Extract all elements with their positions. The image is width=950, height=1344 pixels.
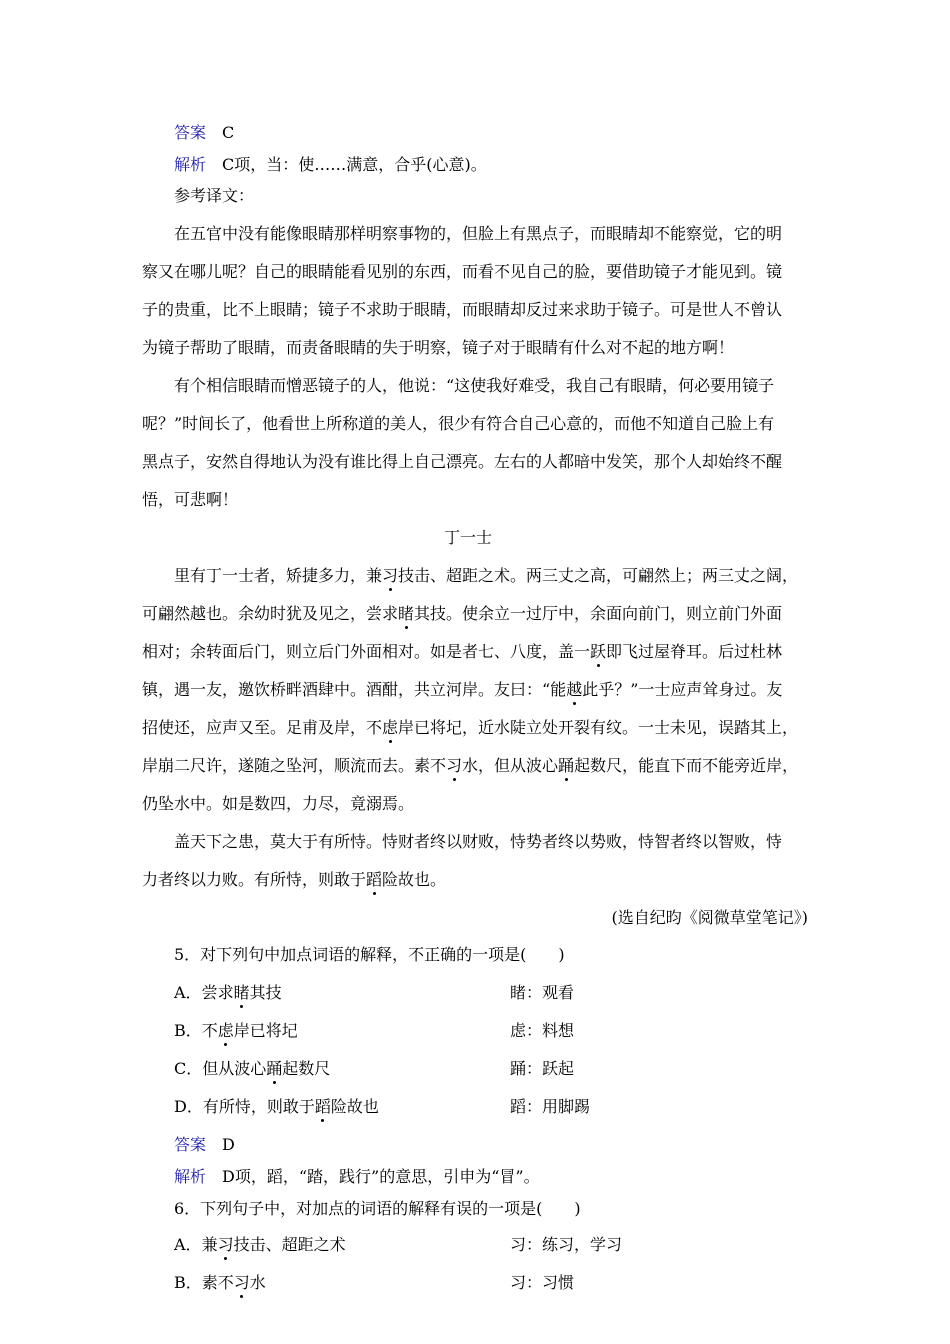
- q5-option-a-gloss: 睹：观看: [510, 983, 575, 1002]
- emphasized-word: 蹈: [314, 1097, 331, 1116]
- q4-answer: [174, 123, 234, 143]
- q5-option-d-gloss: 蹈：用脚踢: [510, 1097, 591, 1116]
- emphasized-word: 虑: [382, 718, 399, 737]
- emphasized-word: 踊: [266, 1059, 283, 1078]
- emphasized-word: 跃: [590, 642, 607, 661]
- q5-answer: [174, 1135, 235, 1155]
- emphasized-word: 习: [233, 1273, 250, 1292]
- q5-option-d: D．有所恃，则敢于蹈险故也: [174, 1097, 379, 1116]
- q5-option-b: B．不虑岸已将圮: [174, 1021, 298, 1040]
- passage-line: 可翩然越也。余幼时犹及见之，尝求睹其技。使余立一过厅中，余面向前门，则立前门外面: [142, 604, 783, 623]
- emphasized-word: 踊: [558, 756, 575, 775]
- q5-option-a: A．尝求睹其技: [174, 983, 282, 1002]
- passage-line: 盖天下之患，莫大于有所恃。恃财者终以财败，恃势者终以势败，恃智者终以智败，恃: [174, 832, 783, 851]
- answer-label: 答案: [174, 123, 207, 142]
- q6-option-a: A．兼习技击、超距之术: [174, 1235, 346, 1254]
- passage-title: 丁一士: [444, 528, 493, 547]
- analysis-label: 解析: [174, 155, 207, 174]
- emphasized-word: 蹈: [366, 870, 383, 889]
- passage-line: 岸崩二尺许，遂随之坠河，顺流而去。素不习水，但从波心踊起数尺，能直下而不能旁近岸，: [142, 756, 799, 775]
- q6-option-b-gloss: 习：习惯: [510, 1273, 575, 1292]
- answer-value: C: [222, 123, 235, 142]
- emphasized-word: 睹: [398, 604, 415, 623]
- passage-line: 力者终以力败。有所恃，则敢于蹈险故也。: [142, 870, 447, 889]
- passage-line: 仍坠水中。如是数四，力尽，竟溺焉。: [142, 794, 415, 813]
- emphasized-word: 越: [566, 680, 583, 699]
- passage-line: 招使还，应声又至。足甫及岸，不虑岸已将圮，近水陡立处开裂有纹。一士未见，误踏其上，: [142, 718, 799, 737]
- q5-stem: 5．对下列句中加点词语的解释，不正确的一项是( ): [174, 945, 565, 964]
- emphasized-word: 习: [217, 1235, 234, 1254]
- translation-line: 悟，可悲啊！: [142, 490, 239, 509]
- passage-line: 里有丁一士者，矫捷多力，兼习技击、超距之术。两三丈之高，可翩然上；两三丈之阔，: [174, 566, 799, 585]
- analysis-text: D项，蹈，“踏，践行”的意思，引申为“冒”。: [222, 1167, 540, 1186]
- translation-line: 有个相信眼睛而憎恶镜子的人，他说：“这使我好难受，我自己有眼睛，何必要用镜子: [174, 376, 775, 395]
- q5-analysis: [174, 1167, 540, 1187]
- emphasized-word: 睹: [233, 983, 250, 1002]
- q5-option-b-gloss: 虑：料想: [510, 1021, 575, 1040]
- translation-line: 黑点子，安然自得地认为没有谁比得上自己漂亮。左右的人都暗中发笑，那个人却始终不醒: [142, 452, 783, 471]
- translation-line: 为镜子帮助了眼睛，而责备眼睛的失于明察，镜子对于眼睛有什么对不起的地方啊！: [142, 338, 735, 357]
- passage-line: 相对；余转面后门，则立后门外面相对。如是者七、八度，盖一跃即飞过屋脊耳。后过杜林: [142, 642, 783, 661]
- emphasized-word: 习: [382, 566, 399, 585]
- answer-label: 答案: [174, 1135, 207, 1154]
- emphasized-word: 虑: [217, 1021, 234, 1040]
- translation-heading: 参考译文：: [174, 186, 255, 205]
- q4-analysis: [174, 155, 487, 175]
- translation-line: 呢？”时间长了，他看世上所称道的美人，很少有符合自己心意的，而他不知道自己脸上有: [142, 414, 775, 433]
- passage-source: (选自纪昀《阅微草堂笔记》): [611, 908, 808, 927]
- q6-stem: 6．下列句子中，对加点的词语的解释有误的一项是( ): [174, 1199, 581, 1218]
- emphasized-word: 习: [446, 756, 463, 775]
- passage-line: 镇，遇一友，邀饮桥畔酒肆中。酒酣，共立河岸。友曰：“能越此乎？”一士应声耸身过。友: [142, 680, 783, 699]
- analysis-text: C项，当：使……满意，合乎(心意)。: [222, 155, 487, 174]
- q6-option-a-gloss: 习：练习，学习: [510, 1235, 623, 1254]
- translation-line: 在五官中没有能像眼睛那样明察事物的，但脸上有黑点子，而眼睛却不能察觉，它的明: [174, 224, 783, 243]
- translation-line: 子的贵重，比不上眼睛；镜子不求助于眼睛，而眼睛却反过来求助于镜子。可是世人不曾认: [142, 300, 783, 319]
- translation-line: 察又在哪儿呢？自己的眼睛能看见别的东西，而看不见自己的脸，要借助镜子才能见到。镜: [142, 262, 783, 281]
- analysis-label: 解析: [174, 1167, 207, 1186]
- q6-option-b: B．素不习水: [174, 1273, 266, 1292]
- answer-value: D: [222, 1135, 235, 1154]
- q5-option-c: C．但从波心踊起数尺: [174, 1059, 331, 1078]
- q5-option-c-gloss: 踊：跃起: [510, 1059, 575, 1078]
